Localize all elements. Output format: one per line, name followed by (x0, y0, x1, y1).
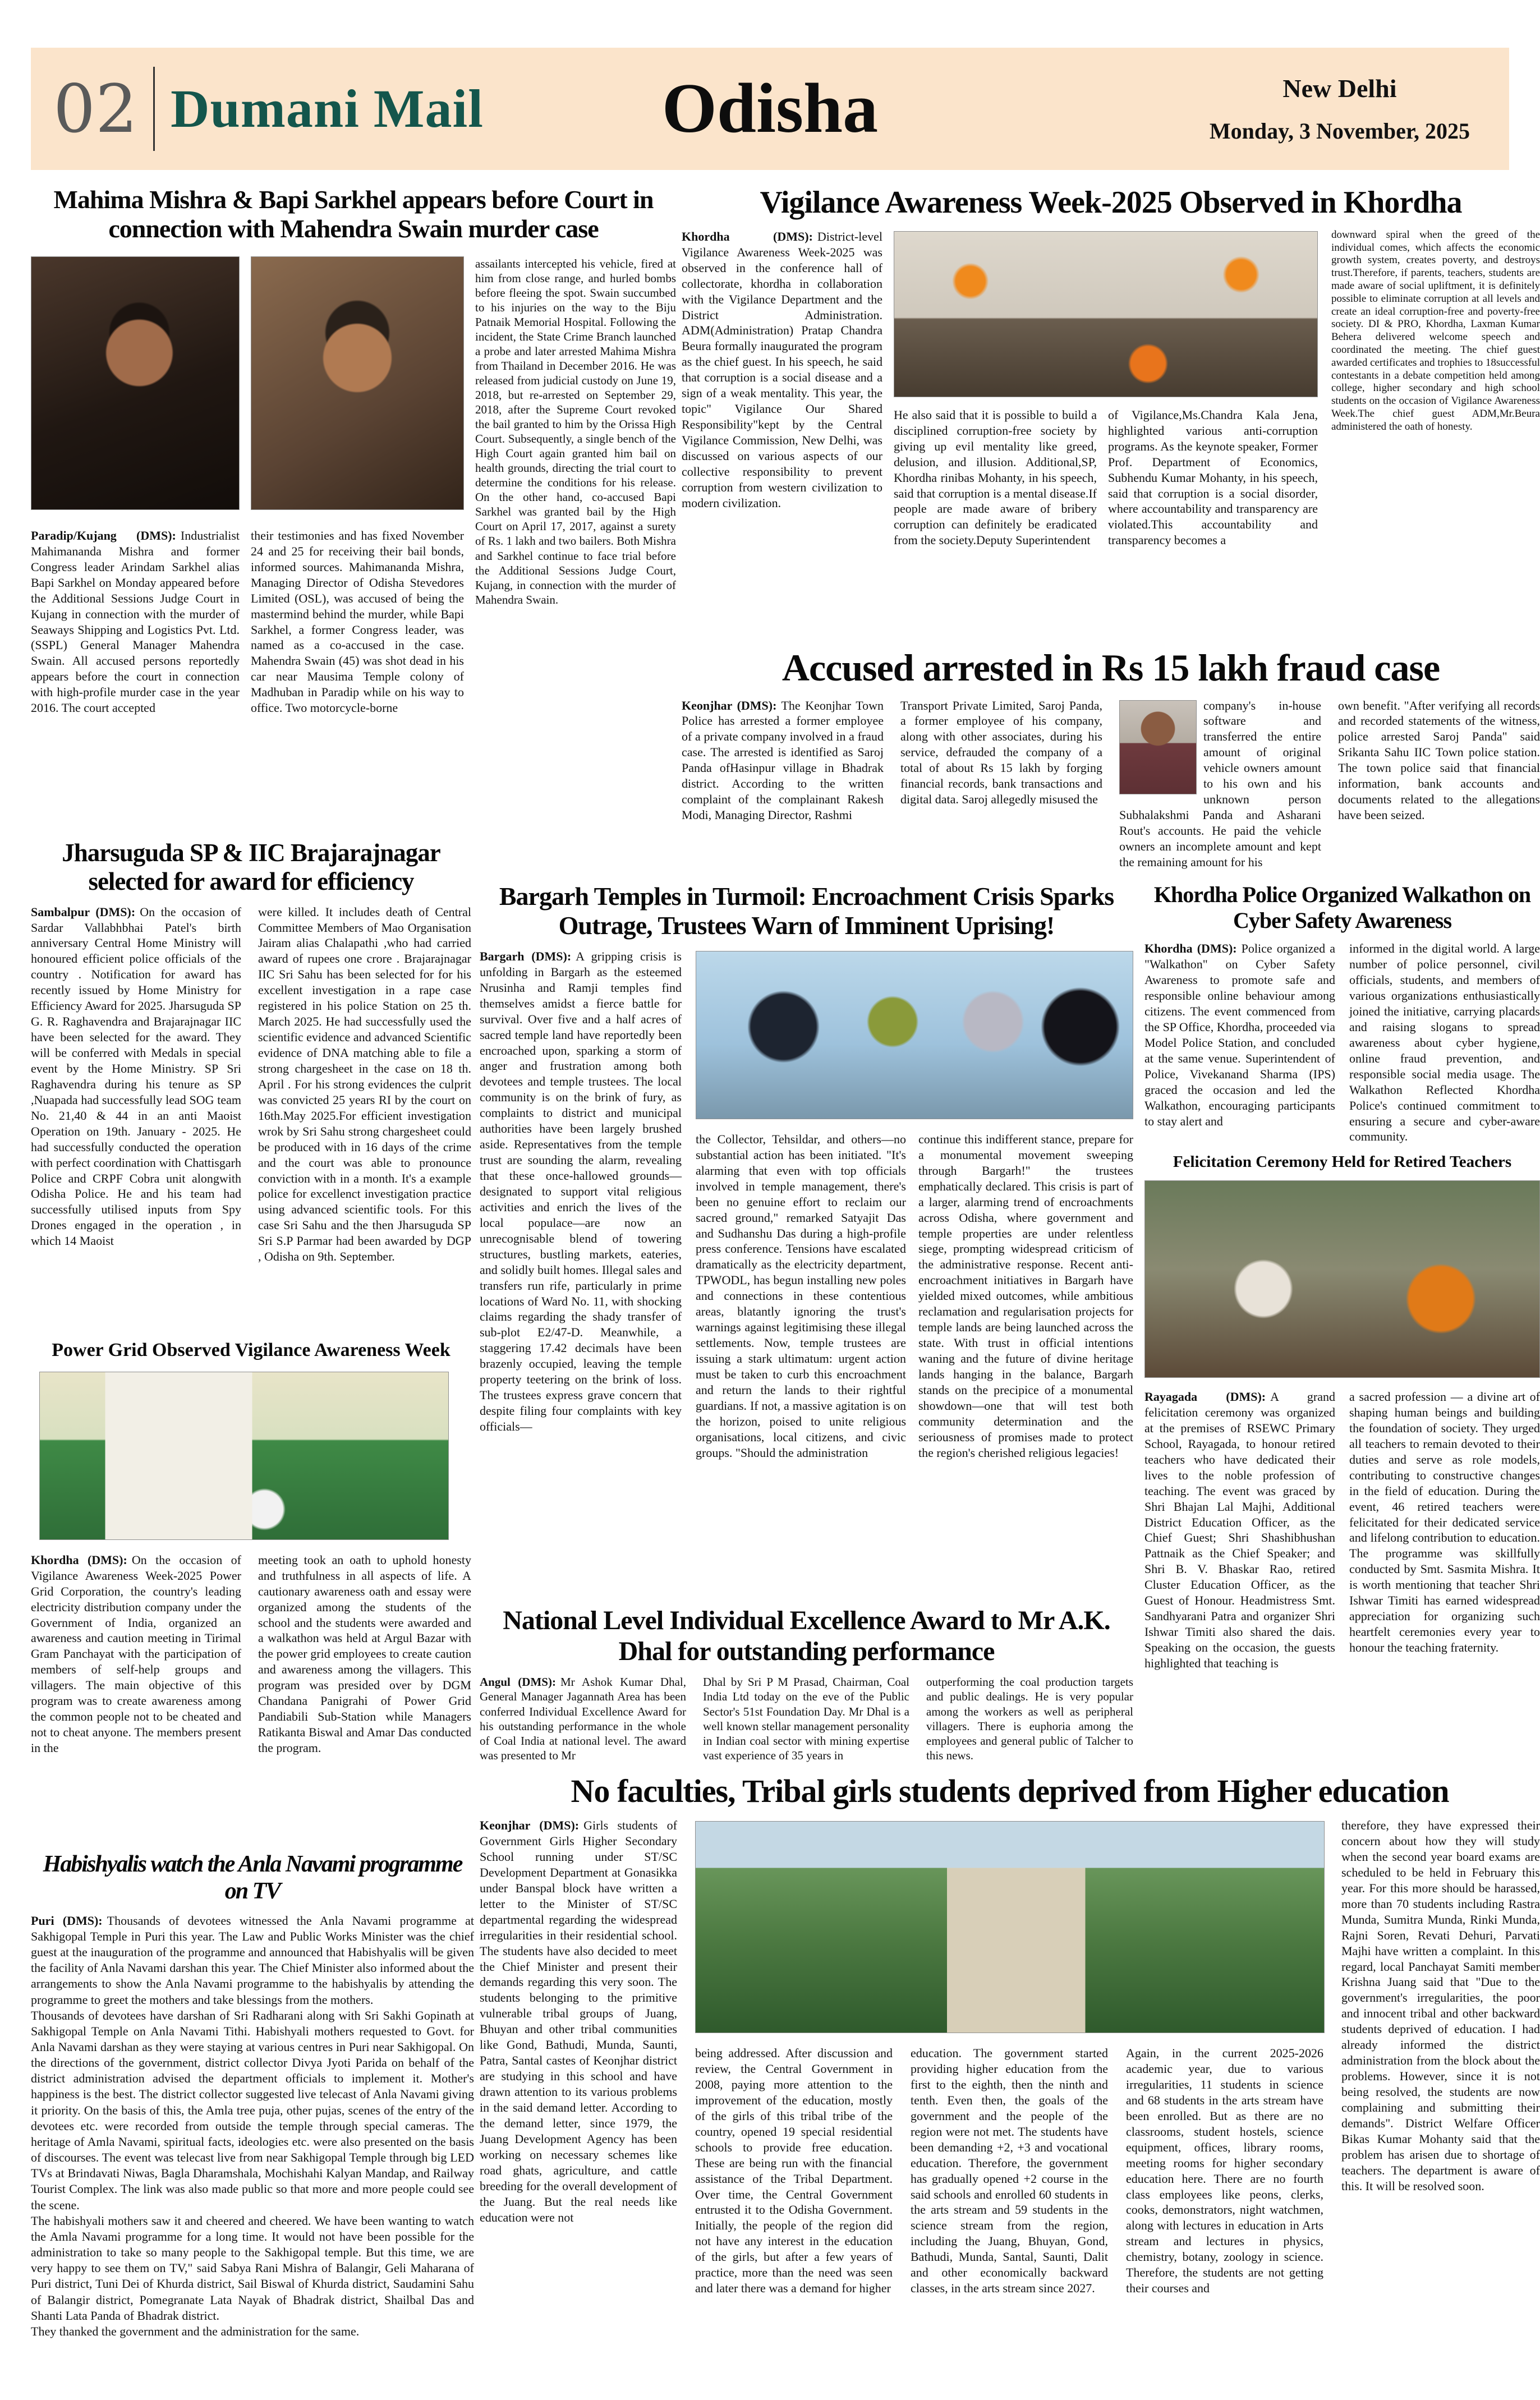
news-photo-mahima-mishra (31, 256, 240, 510)
body-column (480, 1675, 686, 1762)
column-text: assailants intercepted his vehicle, fired at him from close range, and hurled bombs before fleeing the spot. Swain succumbed to his injuries on the way to the Biju Patnaik Memorial Hospital. Following the incident, the State Crime Branch launched a probe and later arrested Mahima Mishra from Thailand in December 2016. He was released from judicial custody on June 19, 2018, but re-arrested on September 29, 2018, after the Supreme Court revoked the bail granted to him by the Orissa High Court. Subsequently, a single bench of the High Court again granted him bail on health grounds, directing the trial court to determine the conditions for his release. On the other hand, co-accused Bapi Sarkhel was granted bail by the High Court on April 17, 2017, against a surety of Rs. 1 lakh and two bailers. Both Mishra and Sarkhel continue to face trial before the Additional Sessions Judge Court, Kujang, in connection with the murder of Mahendra Swain. (475, 256, 676, 606)
headline: Accused arrested in Rs 15 lakh fraud case (782, 646, 1440, 689)
column-text: Industrialist Mahimananda Mishra and former Congress leader Arindam Sarkhel alias Bapi Sarkhel on Monday appeared before the Additional Sessions Judge Court in Kujang in connection with the murder of Seaways Shipping and Logistics Pvt. Ltd. (SSPL) General Manager Mahendra Swain. All accused persons reportedly appears before the court in connection with high-profile murder case in the year 2016. The court accepted (31, 528, 240, 715)
dateline-label: Keonjhar (DMS): (682, 698, 777, 712)
headline: Vigilance Awareness Week-2025 Observed in Khordha (760, 185, 1462, 220)
page-number: 02 (53, 70, 138, 148)
headline: National Level Individual Excellence Award to Mr A.K. Dhal for outstanding performance (503, 1606, 1110, 1666)
headline: Felicitation Ceremony Held for Retired Teachers (1173, 1153, 1512, 1171)
dateline-city: New Delhi (1282, 74, 1397, 103)
body-column (1144, 941, 1335, 1129)
column-text: informed in the digital world. A large number of police personnel, civil officials, students, and members of various organizations enthusiastically joined the initiative, carrying placards and raising slogans to spread awareness about cyber hygiene, online fraud prevention, and responsible social media usage. The Walkathon Reflected Khordha Police's continued commitment to ensuring a secure and cyber-aware community. (1349, 941, 1540, 1144)
body-column (1341, 1818, 1540, 2194)
column-text: A grand felicitation ceremony was organized at the premises of RSEWC Primary School, Rayagada, to honour retired teachers who have dedicated their lives to the noble profession of teaching. The event was graced by Shri Bhajan Lal Majhi, Additional District Education Officer, as the Chief Guest; Shri Shashibhushan Pattnaik as the Chief Speaker; and Shri B. V. Bhaskar Rao, retired Cluster Education Officer, as the Guest of Honour. Headmistress Smt. Sandhyarani Patra and organizer Shri Ishwar Timiti also shared the dais. Speaking on the occasion, the guests highlighted that teaching is (1144, 1390, 1335, 1670)
dateline-label: Paradip/Kujang (DMS): (31, 528, 176, 542)
headline: No faculties, Tribal girls students deprived from Higher education (571, 1773, 1449, 1809)
body-column (1119, 698, 1321, 870)
headline: Khordha Police Organized Walkathon on Cyber Safety Awareness (1153, 882, 1531, 933)
page-header (31, 48, 1509, 170)
headline: Bargarh Temples in Turmoil: Encroachment Crisis Sparks Outrage, Trustees Warn of Imminent Uprising! (499, 882, 1114, 940)
column-text: downward spiral when the greed of the individual comes, which affects the economic growth system, creates poverty, and destroys trust.Therefore, if parents, teachers, students are made aware of social upliftment, it is definitely possible to eliminate corruption at all levels and create an ideal corruption-free and poverty-free society. DI & PRO, Khordha, Laxman Kumar Behera delivered welcome speech and coordinated the meeting. The chief guest awarded certificates and trophies to 18successful contestants in a debate competition held among college, higher secondary and high school students on the occasion of Vigilance Awareness Week.The chief guest ADM,Mr.Beura administered the oath of honesty. (1331, 228, 1540, 433)
column-text: continue this indifferent stance, prepare for a monumental movement sweeping through Bargarh!" the trustees emphatically declared. This crisis is part of a larger, alarming trend of encroachments across Odisha, where government and temple properties are under relentless siege, prompting widespread criticism of the administrative response. Recent anti-encroachment initiatives in Bargarh have yielded mixed outcomes, while ambitious reclamation and regularisation projects for temple lands are being launched across the state. With trust in official intentions waning and the future of divine heritage lands hanging in the balance, Bargarh stands on the precipice of a monumental showdown—one that will test both community determination and the seriousness of promises made to protect the region's cherished religious legacies! (918, 1132, 1133, 1460)
paragraph-text: Thousands of devotees have darshan of Sri Radharani along with Sri Sakhi Gopinath at Sakhigopal Temple on Anla Navami Tithi. Habishyali mothers requested to Govt. for Anla Navami darshan as they were staying at various centres in Puri near Sakhigopal. On the directions of the government, district collector Divya Jyoti Parida on behalf of the district administration advised the department officials to implement it. Mother's happiness is the best. The district collector suggested live telecast of Anla Navami giving it priority. On the basis of this, the Amla tree puja, other pujas, scenes of the entry of the devotees etc. were recorded from outside the temple through special cameras. The heritage of Amla Navami, spiritual facts, ideologies etc. were also presented on the basis of discourses. The event was telecast live from near Sakhigopal Temple through big LED TVs at Brindavati Niwas, Bagla Dharamshala, Mochishahi Kalyan Mandap, and Railway Tourist Complex. The link was also made public so that more and more people could see the scene. (31, 2008, 474, 2212)
dateline-label: Bargarh (DMS): (480, 949, 572, 963)
column-text: company's in-house software and transferred the entire amount of original vehicle owners amount to his own and his unknown person Subhalakshmi Panda and Asharani Rout's accounts. He paid the vehicle owners an incomplete amount and kept the remaining amount for his (1119, 698, 1321, 869)
column-text: education. The government started providing higher education from the first to the eighth, then the ninth and tenth. Even then, the goals of the government and the people of the region were not met. The students have been demanding +2, +3 and vocational education. Therefore, the government has gradually opened +2 course in the said schools and enrolled 60 students in the arts stream and 59 students in the science stream from the region, including the Juang, Bhuyan, Gond, Bathudi, Munda, Santal, Saunti, Dalit and other economically backward classes, in the arts stream since 2027. (911, 2046, 1108, 2296)
column-text: own benefit. "After verifying all records and recorded statements of the witness, police arrested Saroj Panda" said Srikanta Sahu IIC Town police station. The town police said that financial information, bank accounts and documents related to the allegations have been seized. (1338, 698, 1540, 822)
article-vigilance-week (682, 185, 1540, 632)
article-body (31, 252, 676, 835)
column-text: Transport Private Limited, Saroj Panda, a former employee of his company, along with other associates, during his service, defrauded the company of a total of about Rs 15 lakh by forging financial records, bank transactions and digital data. Saroj allegedly misused the (900, 698, 1102, 807)
dateline-label: Keonjhar (DMS): (480, 1818, 580, 1833)
headline: Jharsuguda SP & IIC Brajarajnagar selected for award for efficiency (62, 839, 440, 896)
column-text: of Vigilance,Ms.Chandra Kala Jena, highlighted various anti-corruption programs. As the keynote speaker, Former Prof. Department of Economics, Subhendu Kumar Mohanty, in his speech, said that corruption is a social disorder, where accountability and transparency are violated.This accountability and transparency becomes a (1108, 407, 1318, 548)
news-photo-accused-mugshot (1119, 700, 1197, 794)
column-text: outperforming the coal production targets and public dealings. He is very popular among the workers as well as peripheral villagers. There is euphoria among the employees and general public of Talcher to this news. (926, 1675, 1133, 1762)
body-column (894, 407, 1097, 548)
body-column (258, 904, 471, 1265)
column-text: being addressed. After discussion and review, the Central Government in 2008, paying more attention to the improvement of the education, mostly of the girls of this tribal tribe of the country, opened 19 special residential schools to provide free education. These are being run with the financial assistance of the Tribal Department. Over time, the Central Government entrusted it to the Odisha Government. Initially, the people of the region did not have any interest in the education of the girls, but after a few years of practice, more than the need was seen and later there was a demand for higher (695, 2046, 893, 2296)
article-body (480, 949, 1133, 1591)
header-divider (153, 67, 155, 151)
body-column (1349, 941, 1540, 1144)
headline: Mahima Mishra & Bapi Sarkhel appears before Court in connection with Mahendra Swain murder case (53, 185, 654, 243)
dateline-date: Monday, 3 November, 2025 (1209, 118, 1470, 144)
header-dateline (1210, 73, 1470, 144)
article-body (1144, 1179, 1540, 1670)
paragraph-text: They thanked the government and the administration for the same. (31, 2324, 360, 2338)
dateline-label: Sambalpur (DMS): (31, 904, 136, 919)
news-photo-power-grid-meeting (39, 1372, 449, 1540)
article-body (480, 1675, 1133, 1776)
article-body (1144, 941, 1540, 1150)
body-column (1108, 407, 1318, 548)
column-text: a sacred profession — a divine art of shaping human beings and building the foundation of society. They urged all teachers to remain devoted to their duties and serve as role models, contributing to constructive changes in the field of education. During the event, 46 retired teachers were felicitated for their dedicated service and lifelong contribution to education. The programme was skillfully conducted by Smt. Sasmita Mishra. It is worth mentioning that teacher Shri Ishwar Timiti has earned widespread appreciation for organizing such heartfelt ceremonies every year to honour the teaching fraternity. (1349, 1390, 1540, 1655)
column-text: Girls students of Government Girls Higher Secondary School running under ST/SC Development Department at Gonasikka under Banspal block have written a letter to the Minister of ST/SC departmental regarding the widespread irregularities in their residential school. The students have also decided to meet the Chief Minister and present their demands regarding this very soon. The students belonging to the primitive vulnerable tribal groups of Juang, Bhuyan and other tribal communities like Gond, Bathudi, Munda, Saunti, Patra, Santal castes of Keonjhar district are studying in this school and have drawn attention to its various problems in the said demand letter. According to the demand letter, since 1979, the Juang Development Agency has been working on necessary schemes like road ghats, agriculture, and cattle breeding for the overall development of the Juang. But the real needs like education were not (480, 1818, 677, 2224)
dateline-label: Angul (DMS): (480, 1675, 556, 1689)
column-text: The Keonjhar Town Police has arrested a former employee of a private company involved in a fraud case. The arrested is identified as Saroj Panda ofHasinpur village in Bhadrak district. According to the written complaint of the complainant Rakesh Modi, Managing Director, Rashmi (682, 698, 884, 822)
article-tribal-girls (480, 1773, 1540, 2384)
article-body (31, 1369, 471, 1841)
masthead: Dumani Mail (171, 79, 484, 139)
body-column (695, 2045, 893, 2296)
column-text: Police organized a "Walkathon" on Cyber Safety Awareness to promote safe and responsible online behaviour among citizens. The event commenced from the SP Office, Khordha, proceeded via Model Police Station, and concluded at the same venue. Superintendent of Police, Vivekanand Sharma (IPS) graced the occasion and led the Walkathon, encouraging participants to stay alert and (1144, 941, 1336, 1128)
column-text: He also said that it is possible to build a disciplined corruption-free society by giving up evil mentality like greed, delusion, and illusion. Additional,SP, Khordha rinibas Mohanty, in his speech, said that corruption is a mental disease.If people are made aware of bribery corruption can definitely be eradicated from the society.Deputy Superintendent (894, 407, 1097, 548)
column-text: Dhal by Sri P M Prasad, Chairman, Coal India Ltd today on the eve of the Public Sector's 51st Foundation Day. Mr Dhal is a well known stellar management personality in Indian coal sector with mining expertise vast experience of 35 years in (703, 1675, 909, 1762)
article-body (682, 229, 1540, 632)
body-column (682, 229, 882, 511)
body-column (926, 1675, 1133, 1762)
column-text: therefore, they have expressed their concern about how they will study when the second year board exams are scheduled to be held in February this year. For this more should be harassed, more than 70 students including Rastra Munda, Sumitra Munda, Rinki Munda, Rajni Soren, Revati Dehuri, Parvati Majhi have written a complaint. In this regard, local Panchayat Samiti member Krishna Juang said that "Due to the government's irregularities, the poor and innocent tribal and other backward students deprived of education. I had already informed the district administration from the block about the problems. However, since it is not being resolved, the students are now complaining and submitting their demands". District Welfare Officer Bikas Kumar Mohanty said that the problem has arisen due to shortage of teachers. The department is aware of this. It will be resolved soon. (1341, 1818, 1540, 2193)
body-column (480, 1818, 677, 2225)
dateline-label: Puri (DMS): (31, 1913, 103, 1928)
body-column (31, 528, 240, 716)
article-jharsuguda-award (31, 839, 471, 1319)
news-photo-bapi-sarkhel (251, 256, 464, 510)
edition-title: Odisha (661, 70, 879, 148)
article-excellence-award (480, 1606, 1133, 1776)
body-column (1349, 1389, 1540, 1656)
column-text: A gripping crisis is unfolding in Bargarh as the esteemed Nrusinha and Ramji temples find themselves amidst a fierce battle for survival. Over five and a half acres of sacred temple land have reportedly been encroached upon, sparking a storm of anger and frustration among both devotees and temple trustees. The local community is on the brink of fury, as complaints to district and municipal authorities have been largely brushed aside. Representatives from the temple trust are sounding the alarm, revealing that these once-hallowed grounds—designated to support vital religious activities and enrich the lives of the local populace—are now an unrecognisable blend of towering structures, bustling markets, eateries, and solidly built homes. Illegal sales and transfers run rife, particularly in prime locations of Ward No. 11, with shocking claims regarding the shady transfer of sub-plot E2/47-D. Meanwhile, a staggering 17.42 decimals have been brazenly occupied, leaving the temple property teetering on the brink of loss. The trustees express grave concern that despite filing four complaints with key officials— (480, 949, 682, 1433)
news-photo-vigilance-event (894, 231, 1318, 397)
article-habishyalis (31, 1851, 474, 2400)
column-text: meeting took an oath to uphold honesty and truthfulness in all aspects of life. A cautionary awareness oath and essay were organized among the students of the school and the students were awarded and a walkathon was held at Argul Bazar with the power grid employees to create caution and awareness among the villagers. This program was presided over by DGM Chandana Panigrahi of Power Grid Pandiabili Sub-Station while Managers Ratikanta Biswal and Amar Das conducted the program. (258, 1552, 471, 1755)
dateline-label: Khordha (DMS): (682, 229, 813, 243)
body-column (1144, 1389, 1335, 1671)
column-text: District-level Vigilance Awareness Week-2025 was observed in the conference hall of collectorate, khordha in collaboration with the Vigilance Department and the District Administration. ADM(Administration) Pratap Chandra Beura formally inaugurated the program as the chief guest. In his speech, he said that corruption is a social disease and a sign of a weak mentality. This year, the topic" Vigilance Our Shared Responsibility"kept by the Central Vigilance Commission, New Delhi, was discussed on various aspects of our collective responsibility to prevent corruption from western civilization to modern civilization. (682, 229, 882, 510)
column-text: On the occasion of Sardar Vallabhbhai Patel's birth anniversary Central Home Ministry will honoured efficient police officials of the country . Notification for award has recently issued by Home Ministry for Efficiency Award for 2025. Jharsuguda SP G. R. Raghavendra and Brajarajnagar IIC have been selected for the award. They will be conferred with Medals in special event by the Home Ministry. SP Sri Raghavendra during his tenure as SP ,Nuapada had successfully lead SOG team No. 21,40 & 44 in an anti Maoist Operation on 19th. January - 2025. He had successfully conducted the operation with perfect coordination with Chattisgarh Police and CRPF Cobra unit alongwith Odisha Police. He and his team had successfully utilised inputs from Spy Drones engaged in the operation , in which 14 Maoist (31, 904, 241, 1248)
headline: Habishyalis watch the Anla Navami programme on TV (43, 1851, 462, 1904)
body-column (703, 1675, 909, 1762)
body-column (1126, 2045, 1323, 2296)
column-text: the Collector, Tehsildar, and others—no substantial action has been initiated. "It's alarming that even with top officials involved in temple management, there's been no genuine effort to reclaim our sacred ground," remarked Satyajit Das and Sudhanshu Das during a high-profile press conference. Tensions have escalated dramatically as the electricity department, TPWODL, has begun installing new poles and connections in these contentious areas, blatantly ignoring the trust's warnings against legitimising these illegal settlements. Now, temple trustees are issuing a stark ultimatum: urgent action must be taken to curb this encroachment and return the lands to their rightful guardians. If not, a massive agitation is on the horizon, poised to unite religious organisations, local citizens, and civic groups. "Should the administration (696, 1132, 906, 1460)
body-column (1338, 698, 1540, 824)
dateline-label: Khordha (DMS): (31, 1552, 127, 1567)
article-power-grid (31, 1340, 471, 1841)
body-column (475, 256, 676, 607)
news-photo-temple-trustees (696, 951, 1133, 1119)
article-bargarh-temples (480, 882, 1133, 1591)
dateline-label: Rayagada (DMS): (1144, 1390, 1266, 1404)
body-column (31, 1913, 474, 2339)
body-column (1331, 229, 1540, 434)
headline: Power Grid Observed Vigilance Awareness Week (52, 1340, 450, 1360)
article-body (682, 698, 1540, 883)
paragraph-text: The habishyali mothers saw it and cheered and cheered. We have been wanting to watch the Amla Navami programme for a long time. It would not have been possible for the administration to take so many people to the Sakhigopal temple. But this time, we are very happy to see them on TV," said Sabya Rani Mishra of Balangir, Geli Maharana of Puri district, Tuni Dei of Khurda district, Sail Biswal of Khurda district, Saudamini Sahu of Balangir district, Pomegranate Lata Nayak of Bhadrak district, Shailbal Das and Shanti Lata Panda of Bhadrak district. (31, 2213, 474, 2323)
body-column (918, 1132, 1133, 1461)
body-column (900, 698, 1102, 808)
column-text: Again, in the current 2025-2026 academic year, due to various irregularities, 11 students in science and 68 students in the arts stream have been enrolled. But as there are no classrooms, student hostels, science equipment, offices, library rooms, meeting rooms for higher secondary education here. There are no fourth class employees like peons, clerks, cooks, demonstrators, night watchmen, along with lectures in education in Arts stream and lectures in physics, chemistry, botany, zoology in science. Therefore, the students are not getting their courses and (1126, 2046, 1323, 2296)
article-body (480, 1818, 1540, 2384)
dateline-label: Khordha (DMS): (1144, 941, 1237, 956)
body-column (31, 1552, 241, 1756)
body-column (31, 904, 241, 1249)
paragraph-text: Thousands of devotees witnessed the Anla Navami programme at Sakhigopal Temple in Puri this year. The Law and Public Works Minister was the chief guest at the inauguration of the programme and announced that Habishyalis will be given the facility of Anla Navami darshan this year. The Chief Minister also informed about the arrangements to show the Anla Navami programme to the habishyalis by attending the programme to greet the mothers and take blessings from the mothers. (31, 1913, 474, 2007)
body-column (696, 1132, 906, 1461)
body-column (251, 528, 464, 716)
column-text: On the occasion of Vigilance Awareness Week-2025 Power Grid Corporation, the country's leading electricity distribution company under the Government of India, organized an awareness and caution meeting in Tirimal Gram Panchayat with the participation of members of self-help groups and villagers. The main objective of this program was to create awareness among the common people not to be cheated and not to cheat anyone. The members present in the (31, 1552, 241, 1755)
article-body (31, 1913, 474, 2400)
column-text: their testimonies and has fixed November 24 and 25 for receiving their bail bonds, informed sources. Mahimananda Mishra, Managing Director of Odisha Stevedores Limited (OSL), was accused of being the mastermind behind the murder, while Bapi Sarkhel, a former Congress leader, was named as a co-accused in the case. Mahendra Swain (45) was shot dead in his car near Mausima Temple colony of Madhuban in Paradip while on his way to office. Two motorcycle-borne (251, 528, 464, 715)
article-felicitation (1144, 1153, 1540, 1670)
column-text: Mr Ashok Kumar Dhal, General Manager Jagannath Area has been conferred Individual Excellence Award for his outstanding performance in the whole of Coal India at national level. The award was presented to Mr (480, 1675, 686, 1762)
body-column (682, 698, 884, 824)
column-text: were killed. It includes death of Central Committee Members of Mao Organisation Jairam alias Chalapathi ,who had carried award of rupees one crore . Brajarajnagar IIC Sri Sahu has been selected for for his excellent investigation in a rape case registered in his police Station on 25 th. March 2025. He had successfully used the scientific evidence and advanced Scientific evidence of DNA matching able to file a strong chargesheet in the case on 18 th. April . For his strong evidences the culprit was convicted 25 years RI by the court on 16th.May 2025.For efficient investigation wrok by Sri Sahu strong chargesheet could be produced with in 16 days of the crime and the court was able to pronounce conviction with in a month. It's a example police for excellenct investigation practice using advanced scientific tools. For this case Sri Sahu and the then Jharsuguda SP Sri S.P Parmar had been awarded by DGP , Odisha on 9th. September. (258, 904, 471, 1264)
article-body (31, 904, 471, 1319)
article-walkathon (1144, 882, 1540, 1150)
news-photo-school-building (695, 1821, 1325, 2033)
body-column (911, 2045, 1108, 2296)
article-fraud-arrest (682, 646, 1540, 883)
article-court-appearance (31, 185, 676, 835)
news-photo-retired-teachers (1144, 1180, 1540, 1378)
body-column (480, 949, 682, 1435)
body-column (258, 1552, 471, 1756)
